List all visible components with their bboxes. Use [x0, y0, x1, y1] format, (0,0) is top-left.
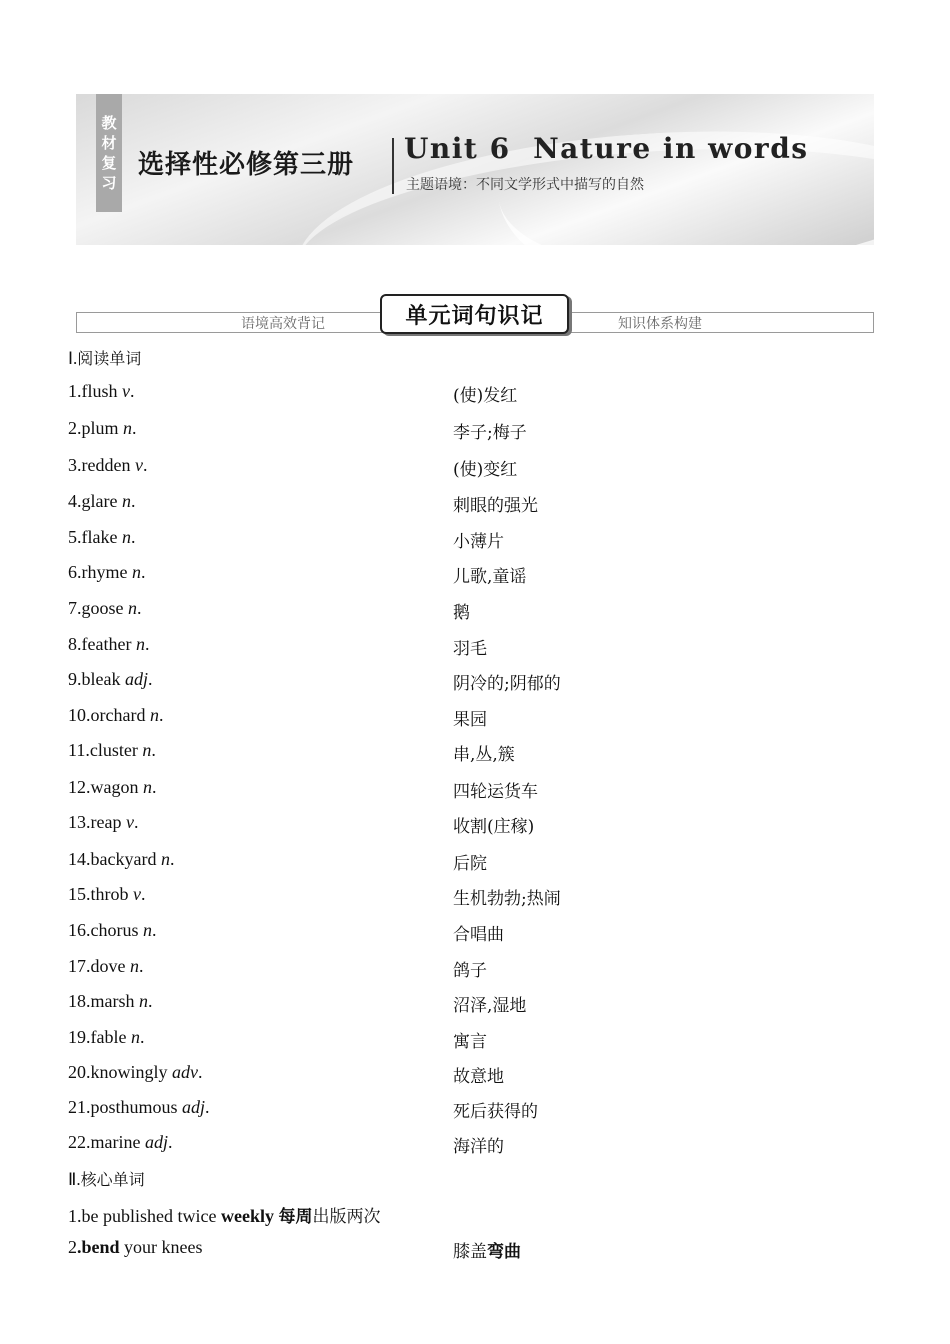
unit-banner [76, 94, 874, 245]
list-item [0, 956, 950, 986]
part-of-speech: n [149, 705, 159, 725]
phrase-keyword: .bend [77, 1237, 120, 1257]
part-of-speech: v [134, 455, 143, 475]
word-meaning: 李子;梅子 [453, 423, 527, 443]
list-item [0, 491, 950, 521]
word-meaning: 果园 [453, 710, 487, 730]
heading-text: 核心单词 [80, 1170, 145, 1189]
word-term: 21.posthumous adj. [68, 1097, 210, 1117]
word-meaning: 收割(庄稼) [453, 817, 535, 837]
part-of-speech: v [133, 884, 141, 904]
list-item [0, 1132, 950, 1162]
word-term: 14.backyard n. [68, 849, 175, 869]
word: 9.bleak [68, 669, 121, 689]
tab-char: 习 [101, 174, 117, 192]
list-item [0, 527, 950, 557]
word-term: 20.knowingly adv. [68, 1062, 203, 1082]
word-term: 9.bleak adj. [68, 669, 153, 689]
part-of-speech: n [123, 418, 133, 438]
word: 13.reap [68, 812, 122, 832]
word-meaning: 鹅 [453, 603, 470, 623]
list-item [0, 991, 950, 1021]
word-term: 1.flush v. [68, 381, 135, 401]
word: 21.posthumous [68, 1097, 178, 1117]
unit-title: Unit 6 Nature in words [404, 132, 809, 165]
word-meaning: (使)发红 [453, 386, 518, 406]
list-item [0, 634, 950, 664]
word-term: 6.rhyme n. [68, 562, 146, 582]
part-of-speech: n [135, 634, 145, 654]
part-of-speech: n [142, 740, 152, 760]
section-badge: 单元词句识记 [380, 294, 569, 334]
word-term: 16.chorus n. [68, 920, 157, 940]
list-item [0, 562, 950, 592]
word: 2.plum [68, 418, 119, 438]
word: 19.fable [68, 1027, 127, 1047]
part-of-speech: n [143, 777, 152, 797]
word: 6.rhyme [68, 562, 128, 582]
part-of-speech: n [130, 1027, 140, 1047]
word-meaning: 刺眼的强光 [453, 496, 538, 516]
word-term: 11.cluster n. [68, 740, 156, 760]
word-term: 12.wagon n. [68, 777, 157, 797]
word: 10.orchard [68, 705, 146, 725]
word-meaning: 海洋的 [453, 1137, 504, 1157]
list-item [0, 812, 950, 842]
part-of-speech: adj [182, 1097, 206, 1117]
word-term: 7.goose n. [68, 598, 142, 618]
core-phrase-1 [68, 1202, 380, 1227]
heading-number: Ⅱ. [68, 1170, 81, 1189]
word-term: 5.flake n. [68, 527, 136, 547]
word-term: 10.orchard n. [68, 705, 164, 725]
word: 1.flush [68, 381, 118, 401]
heading-text: 阅读单词 [77, 349, 142, 368]
word-meaning: 合唱曲 [453, 925, 504, 945]
word-term: 3.redden v. [68, 455, 148, 475]
word: 11.cluster [68, 740, 138, 760]
word: 17.dove [68, 956, 126, 976]
list-item [0, 777, 950, 807]
part-of-speech: adj [144, 1132, 168, 1152]
tab-char: 复 [101, 154, 117, 172]
word-meaning: 四轮运货车 [453, 782, 538, 802]
word-meaning: 寓言 [453, 1032, 487, 1052]
core-phrase-2 [68, 1237, 203, 1258]
word-term: 2.plum n. [68, 418, 137, 438]
tab-char: 教 [101, 114, 117, 132]
list-item [0, 669, 950, 699]
word-meaning: 阴冷的;阴郁的 [453, 674, 561, 694]
word-term: 13.reap v. [68, 812, 139, 832]
phrase-meaning: 膝盖 [453, 1242, 487, 1262]
word: 20.knowingly [68, 1062, 168, 1082]
word: 8.feather [68, 634, 132, 654]
reading-words-heading [68, 346, 141, 369]
word-meaning: 鸽子 [453, 961, 487, 981]
core-phrase-2-meaning [453, 1237, 521, 1262]
word: 4.glare [68, 491, 118, 511]
part-of-speech: n [130, 956, 139, 976]
phrase-number: 2 [68, 1237, 77, 1257]
part-of-speech: n [143, 920, 152, 940]
part-of-speech: v [125, 812, 134, 832]
word: 15.throb [68, 884, 129, 904]
heading-number: Ⅰ. [68, 349, 78, 368]
part-of-speech: n [139, 991, 148, 1011]
word-meaning: 死后获得的 [453, 1102, 538, 1122]
word-term: 15.throb v. [68, 884, 146, 904]
part-of-speech: v [122, 381, 130, 401]
word: 12.wagon [68, 777, 139, 797]
phrase-meaning: 出版两次 [312, 1207, 381, 1227]
section-bar-left-label: 语境高效背记 [241, 316, 325, 332]
list-item [0, 849, 950, 879]
list-item [0, 1062, 950, 1092]
word-term: 8.feather n. [68, 634, 150, 654]
part-of-speech: n [128, 598, 137, 618]
word-meaning: 沼泽,湿地 [453, 996, 527, 1016]
list-item [0, 884, 950, 914]
word-meaning: 串,丛,簇 [453, 745, 515, 765]
word: 3.redden [68, 455, 131, 475]
title-divider [392, 138, 394, 194]
list-item [0, 455, 950, 485]
phrase-keyword-cn: 每周 [278, 1207, 313, 1227]
list-item [0, 740, 950, 770]
list-item [0, 1027, 950, 1057]
word-meaning: 儿歌,童谣 [453, 567, 527, 587]
part-of-speech: n [131, 562, 141, 582]
unit-subtitle: 主题语境：不同文学形式中描写的自然 [406, 177, 644, 193]
tab-char: 材 [101, 134, 117, 152]
word-term: 4.glare n. [68, 491, 136, 511]
word: 16.chorus [68, 920, 139, 940]
list-item [0, 381, 950, 411]
part-of-speech: n [121, 491, 131, 511]
word: 18.marsh [68, 991, 135, 1011]
list-item [0, 418, 950, 448]
word-meaning: 小薄片 [453, 532, 504, 552]
word-term: 19.fable n. [68, 1027, 145, 1047]
part-of-speech: n [121, 527, 131, 547]
word-term: 22.marine adj. [68, 1132, 173, 1152]
part-of-speech: adv [172, 1062, 199, 1082]
word: 7.goose [68, 598, 124, 618]
list-item [0, 920, 950, 950]
word-meaning: 生机勃勃;热闹 [453, 889, 561, 909]
word-term: 17.dove n. [68, 956, 144, 976]
word: 5.flake [68, 527, 118, 547]
phrase-meaning-keyword: 弯曲 [487, 1242, 521, 1262]
list-item [0, 1097, 950, 1127]
textbook-review-tab [96, 94, 122, 212]
phrase-text: 1.be published twice [68, 1206, 221, 1226]
word-term: 18.marsh n. [68, 991, 153, 1011]
word-meaning: 故意地 [453, 1067, 504, 1087]
word-meaning: 后院 [453, 854, 487, 874]
word: 14.backyard [68, 849, 157, 869]
word: 22.marine [68, 1132, 141, 1152]
part-of-speech: n [160, 849, 170, 869]
list-item [0, 598, 950, 628]
part-of-speech: adj [124, 669, 148, 689]
list-item [0, 705, 950, 735]
phrase-text: your knees [119, 1237, 203, 1257]
core-words-heading [68, 1167, 145, 1190]
word-meaning: 羽毛 [453, 639, 487, 659]
section-bar-right-label: 知识体系构建 [618, 316, 702, 332]
banner-decoration [481, 94, 874, 245]
word-meaning: (使)变红 [453, 460, 518, 480]
phrase-keyword: weekly [220, 1206, 274, 1226]
book-title: 选择性必修第三册 [138, 150, 355, 180]
